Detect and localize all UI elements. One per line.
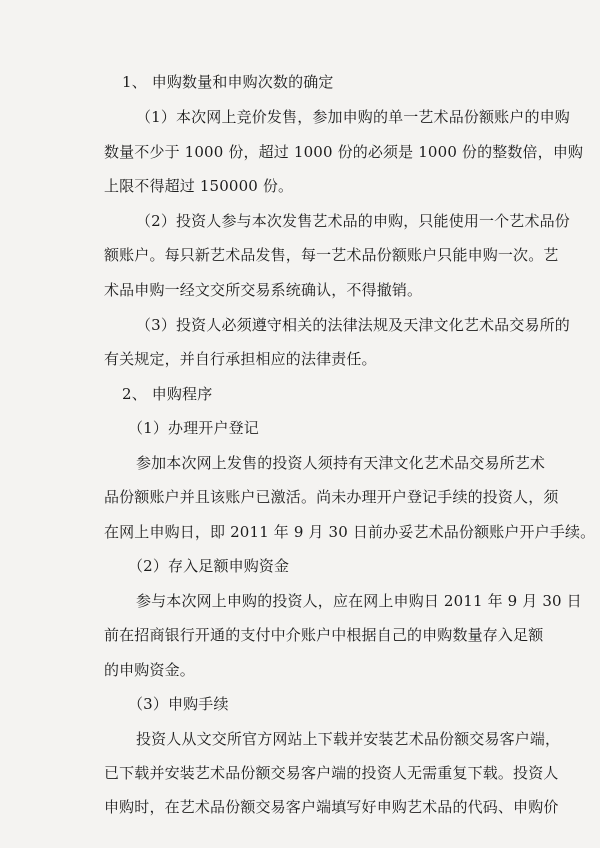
- paragraph-line: 前在招商银行开通的支付中介账户中根据自己的申购数量存入足额: [104, 626, 544, 644]
- paragraph-line: 上限不得超过 150000 份。: [104, 177, 294, 195]
- paragraph-line: 的申购资金。: [104, 661, 195, 679]
- paragraph-line: 参与本次网上申购的投资人，应在网上申购日 2011 年 9 月 30 日: [136, 592, 582, 610]
- subheading-1: （1）办理开户登记: [128, 419, 259, 437]
- subheading-3: （3）申购手续: [128, 695, 229, 713]
- paragraph-line: 有关规定，并自行承担相应的法律责任。: [104, 350, 377, 368]
- subheading-2: （2）存入足额申购资金: [128, 557, 290, 575]
- paragraph-line: 在网上申购日，即 2011 年 9 月 30 日前办妥艺术品份额账户开户手续。: [104, 523, 596, 541]
- paragraph-line: 数量不少于 1000 份，超过 1000 份的必须是 1000 份的整数倍，申购: [104, 143, 584, 161]
- paragraph-line: （1）本次网上竞价发售，参加申购的单一艺术品份额账户的申购: [136, 108, 570, 126]
- paragraph-line: 投资人从文交所官方网站上下载并安装艺术品份额交易客户端，: [136, 730, 561, 748]
- section-heading-2: 2、 申购程序: [122, 385, 213, 403]
- paragraph-line: 术品申购一经文交所交易系统确认，不得撤销。: [104, 281, 423, 299]
- paragraph-line: （3）投资人必须遵守相关的法律法规及天津文化艺术品交易所的: [136, 316, 570, 334]
- paragraph-line: 品份额账户并且该账户已激活。尚未办理开户登记手续的投资人，须: [104, 488, 559, 506]
- paragraph-line: 已下载并安装艺术品份额交易客户端的投资人无需重复下载。投资人: [104, 764, 559, 782]
- section-heading-1: 1、 申购数量和申购次数的确定: [122, 73, 334, 91]
- paragraph-line: 额账户。每只新艺术品发售，每一艺术品份额账户只能申购一次。艺: [104, 246, 559, 264]
- paragraph-line: 参加本次网上发售的投资人须持有天津文化艺术品交易所艺术: [136, 454, 546, 472]
- paragraph-line: 申购时，在艺术品份额交易客户端填写好申购艺术品的代码、申购价: [104, 798, 559, 816]
- paragraph-line: （2）投资人参与本次发售艺术品的申购，只能使用一个艺术品份: [136, 212, 570, 230]
